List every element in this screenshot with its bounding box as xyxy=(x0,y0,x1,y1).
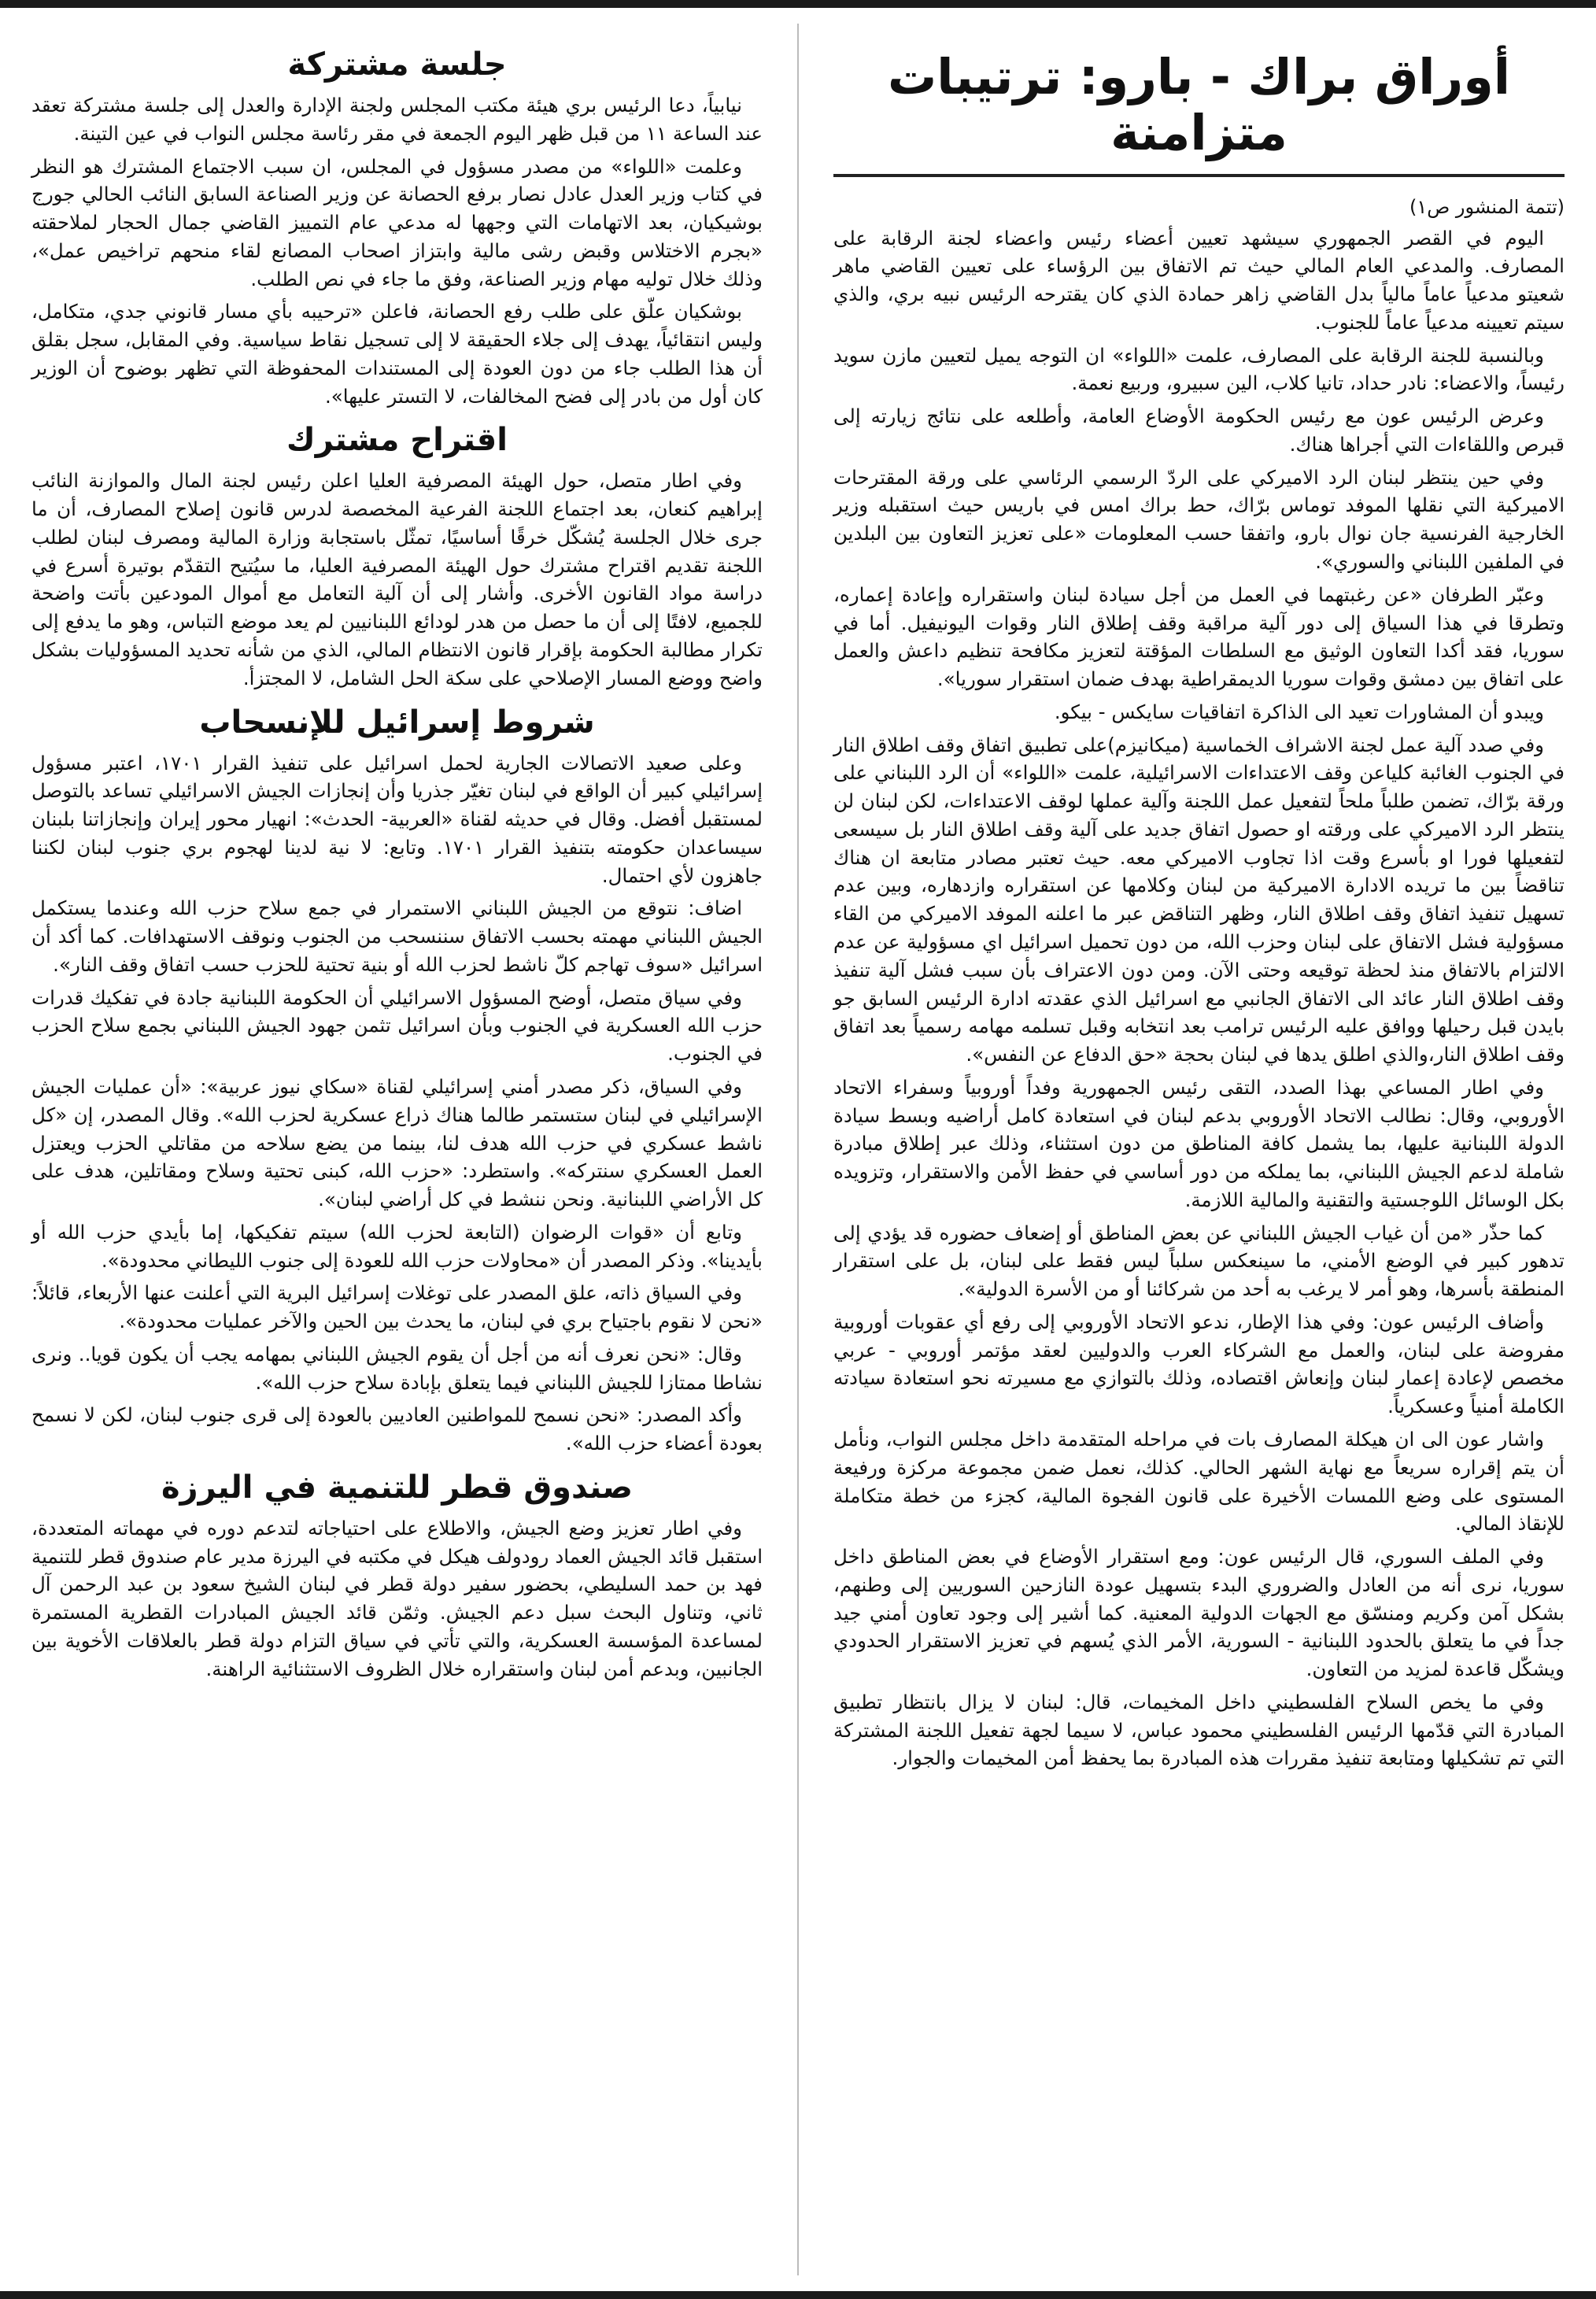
paragraph: وفي اطار متصل، حول الهيئة المصرفية العليا اعلن رئيس لجنة المال والموازنة النائب إبراهيم كنعان، بعد اجتماع اللجنة الفرعية المخصصة لدرس قانون إصلاح المصارف، أن ما جرى خلال الجلسة يُشكّل خرقًا أساسيًا، تمثّل باستجابة وزارة المالية ومصرف لبنان لطلب اللجنة تقديم اقتراح مشترك حول الهيئة المصرفية العليا، ما سيُتيح التقدّم بوتيرة أسرع في دراسة مواد القانون الأخرى. وأشار إلى أن آلية التعامل مع أموال المودعين بأتت واضحة للجميع، لافتًا إلى أن ما حصل من هدر لودائع اللبنانيين لم يعد موضع التباس، وهو ما يدفع إلى تكرار مطالبة الحكومة بإقرار قانون الانتظام المالي، الذي من شأنه تحديد المسؤوليات بشكل واضح ووضع المسار الإصلاحي على سكة الحل الشامل، لا المجتزأ. xyxy=(31,469,763,689)
column-divider xyxy=(797,24,799,2275)
right-column xyxy=(833,24,1565,2275)
paragraph: اضاف: نتوقع من الجيش اللبناني الاستمرار في جمع سلاح حزب الله وعندما يستكمل الجيش اللبناني مهمته بحسب الاتفاق سننسحب من الجنوب ونوقف الاستهدافات. كما أكد أن اسرائيل «سوف تهاجم كلّ ناشط لحزب الله أو بنية تحتية للحزب حسب اتفاق وقف النار». xyxy=(31,896,763,976)
bottom-rule xyxy=(0,2291,1596,2299)
paragraph: وعلمت «اللواء» من مصدر مسؤول في المجلس، ان سبب الاجتماع المشترك هو النظر في كتاب وزير العدل عادل نصار برفع الحصانة عن وزير الصناعة السابق النائب الحالي جورج بوشيكيان، بعد الاتهامات التي وجهها له مدعي عام التمييز القاضي جمال الحجار لملاحقته «بجرم الاختلاس وقبض رشى مالية وابتزاز اصحاب المصانع لقاء منحهم تراخيص عمل»، وذلك خلال توليه مهام وزير الصناعة، وفق ما جاء في نص الطلب. xyxy=(31,154,763,290)
paragraph: وفي ما يخص السلاح الفلسطيني داخل المخيمات، قال: لبنان لا يزال بانتظار تطبيق المبادرة التي قدّمها الرئيس الفلسطيني محمود عباس، لا سيما لجهة تفعيل اللجنة المشتركة التي تم تشكيلها ومتابعة تنفيذ مقررات هذه المبادرة بما يحفظ أمن المخيمات والجوار. xyxy=(833,1690,1565,1770)
continued-note: (تتمة المنشور ص١) xyxy=(1409,195,1565,218)
paragraph: وأكد المصدر: «نحن نسمح للمواطنين العاديين بالعودة إلى قرى جنوب لبنان، لكن لا نسمح بعودة أعضاء حزب الله». xyxy=(31,1403,763,1455)
left-column xyxy=(31,24,763,2275)
headline: أوراق براك - بارو: ترتيبات متزامنة xyxy=(833,49,1565,177)
sections-container xyxy=(31,46,763,1684)
section-title: جلسة مشتركة xyxy=(287,46,507,83)
paragraph: وفي صدد آلية عمل لجنة الاشراف الخماسية (ميكانيزم)على تطبيق اتفاق وقف اطلاق النار في الجنوب الغائبة كلياعن وقف الاعتداءات الاسرائيلية، علمت «اللواء» أن الرد اللبناني على ورقة برّاك، تضمن طلباً ملحاً لتفعيل عمل اللجنة وآلية عملها لوقف الاعتداءات، لكن لبنان لن ينتظر الرد الاميركي على ورقته او حصول اتفاق جديد على آلية وقف اطلاق النار بل سيسعى لتفعيلها فورا او بأسرع وقت اذا تجاوب الاميركي معه. حيث تعتبر مصادر متابعة ان هناك تناقضاً بين ما تريده الادارة الاميركية من لبنان وكلامها عن استقراره وازدهاره، وبين عدم تسهيل تنفيذ اتفاق وقف اطلاق النار، وظهر التناقض عبر ما اعلنه الموفد الاميركي من القاء مسؤولية فشل الاتفاق على لبنان وحزب الله، من دون تحميل اسرائيل اي مسؤولية عن عدم الالتزام بالاتفاق منذ لحظة توقيعه وحتى الآن. ومن دون الاعتراف بأن سبب فشل آلية تنفيذ وقف اطلاق النار عائد الى الاتفاق الجانبي مع اسرائيل الذي عقدته ادارة الرئيس السابق جو بايدن قبل رحيلها ووافق عليه الرئيس ترامب بعد انتخابه وقبل تسلمه مهامه رسمياً بعد اتفاق وقف اطلاق النار،والذي اطلق يدها في لبنان بحجة «حق الدفاع عن النفس». xyxy=(833,733,1565,1066)
section-title: صندوق قطر للتنمية في اليرزة xyxy=(161,1469,634,1506)
paragraph: وقال: «نحن نعرف أنه من أجل أن يقوم الجيش اللبناني بمهامه يجب أن يكون قويا.. ونرى نشاطا ممتازا للجيش اللبناني فيما يتعلق بإبادة سلاح حزب الله». xyxy=(31,1342,763,1394)
section-title: شروط إسرائيل للإنسحاب xyxy=(199,704,595,741)
paragraph: اليوم في القصر الجمهوري سيشهد تعيين أعضاء رئيس واعضاء لجنة الرقابة على المصارف. والمدعي العام المالي حيث تم الاتفاق بين الرؤساء على تعيين القاضي ماهر شعيتو مدعياً عاماً مالياً بدل القاضي زاهر حمادة الذي كان يقترحه الرئيس نبيه بري، والذي سيتم تعيينه مدعياً عاماً للجنوب. xyxy=(833,226,1565,334)
right-column-body xyxy=(833,224,1565,1773)
paragraph: وبالنسبة للجنة الرقابة على المصارف، علمت «اللواء» ان التوجه يميل لتعيين مازن سويد رئيساً، والاعضاء: نادر حداد، تانيا كلاب، الين سبيرو، وربيع نعمة. xyxy=(833,343,1565,395)
section-title: اقتراح مشترك xyxy=(286,422,508,459)
paragraph: وفي السياق، ذكر مصدر أمني إسرائيلي لقناة «سكاي نيوز عربية»: «أن عمليات الجيش الإسرائيلي في لبنان ستستمر طالما هناك ذراع عسكرية لحزب الله». وقال المصدر، إن «كل ناشط عسكري في حزب الله هدف لنا، بينما من يضع سلاحه من مقاتلي الحزب ويعتزل العمل العسكري سنتركه». واستطرد: «حزب الله، كبنى تحتية وسلاح ومقاتلين، هدف على كل الأراضي اللبنانية. ونحن ننشط في كل أراضي لبنان». xyxy=(31,1074,763,1211)
paragraph: وعبّر الطرفان «عن رغبتهما في العمل من أجل سيادة لبنان واستقراره وإعادة إعماره، وتطرقا في هذا السياق إلى دور آلية مراقبة وقف إطلاق النار وقوات اليونيفيل. أما في سوريا، فقد أكدا التعاون الوثيق مع السلطات المؤقتة لتعزيز مكافحة تنظيم داعش والعمل على اتفاق بين دمشق وقوات سوريا الديمقراطية بهدف ضمان استقرار سوريا». xyxy=(833,582,1565,691)
paragraph: وفي اطار المساعي بهذا الصدد، التقى رئيس الجمهورية وفداً أوروبياً وسفراء الاتحاد الأوروبي، وقال: نطالب الاتحاد الأوروبي بدعم لبنان في استعادة كامل أراضيه وبسط سيادة الدولة اللبنانية عليها، بما يشمل كافة المناطق من دون استثناء، وذلك عبر إطلاق مبادرة شاملة لدعم الجيش اللبناني، بما يملكه من دور أساسي في حفظ الأمن والاستقرار، وتزويده بكل الوسائل اللوجستية والتقنية والمالية اللازمة. xyxy=(833,1075,1565,1211)
paragraph: كما حذّر «من أن غياب الجيش اللبناني عن بعض المناطق أو إضعاف حضوره قد يؤدي إلى تدهور كبير في الوضع الأمني، ما سينعكس سلباً ليس فقط على لبنان، بل على استقرار المنطقة بأسرها، وهو أمر لا يرغب به أحد من شركائنا أو من الأسرة الدولية». xyxy=(833,1221,1565,1301)
paragraph: وفي اطار تعزيز وضع الجيش، والاطلاع على احتياجاته لتدعم دوره في مهماته المتعددة، استقبل قائد الجيش العماد رودولف هيكل في مكتبه في اليرزة مدير عام صندوق قطر للتنمية فهد بن حمد السليطي، بحضور سفير دولة قطر في لبنان الشيخ سعود بن عبد الرحمن آل ثاني، وتناول البحث سبل دعم الجيش. وثمّن قائد الجيش المبادرات القطرية المستمرة لمساعدة المؤسسة العسكرية، والتي تأتي في سياق التزام دولة قطر بالعلاقات الأخوية بين الجانبين، وبدعم أمن لبنان واستقراره خلال الظروف الاستثنائية الراهنة. xyxy=(31,1516,763,1680)
paragraph: وتابع أن «قوات الرضوان (التابعة لحزب الله) سيتم تفكيكها، إما بأيدي حزب الله أو بأيدينا». وذكر المصدر أن «محاولات حزب الله للعودة إلى جنوب الليطاني محدودة». xyxy=(31,1220,763,1272)
paragraph: وأضاف الرئيس عون: وفي هذا الإطار، ندعو الاتحاد الأوروبي إلى رفع أي عقوبات أوروبية مفروضة على لبنان، والعمل مع الشركاء العرب والدوليين لعقد مؤتمر أوروبي - عربي مخصص لإعادة إعمار لبنان وإنعاش اقتصاده، وذلك بالتوازي مع مسيرته نحو استعادة سيادته الكاملة أمنياً وعسكرياً. xyxy=(833,1310,1565,1418)
paragraph: وفي حين ينتظر لبنان الرد الاميركي على الردّ الرسمي الرئاسي على ورقة المقترحات الاميركية التي نقلها الموفد توماس برّاك، حط براك امس في باريس حيث استقبله وزير الخارجية الفرنسية جان نوال بارو، واتفقا حسب المعلومات «على تعزيز التعاون بين البلدين في الملفين اللبناني والسوري». xyxy=(833,465,1565,574)
paragraph: بوشكيان علّق على طلب رفع الحصانة، فاعلن «ترحيبه بأي مسار قانوني جدي، متكامل، وليس انتقائياً، يهدف إلى جلاء الحقيقة لا إلى تسجيل نقاط سياسية. وفي المقابل، سجل بقلق أن هذا الطلب جاء من دون العودة إلى المستندات المحفوظة التي تظهر بوضوح أن الوزير كان أول من بادر إلى فضح المخالفات، لا التستر عليها». xyxy=(31,300,763,408)
paragraph: وفي الملف السوري، قال الرئيس عون: ومع استقرار الأوضاع في بعض المناطق داخل سوريا، نرى أنه من العادل والضروري البدء بتسهيل عودة النازحين السوريين إلى وطنهم، بشكل آمن وكريم ومنسّق مع الجهات الدولية المعنية. كما أشير إلى وجود تعاون أمني جيد جداً في ما يتعلق بالحدود اللبنانية - السورية، الأمر الذي يُسهم في تعزيز الاستقرار الحدودي ويشكّل قاعدة لمزيد من التعاون. xyxy=(833,1545,1565,1681)
paragraph: وعرض الرئيس عون مع رئيس الحكومة الأوضاع العامة، وأطلعه على نتائج زيارته إلى قبرص واللقاءات التي أجراها هناك. xyxy=(833,405,1565,456)
paragraph: ويبدو أن المشاورات تعيد الى الذاكرة اتفاقيات سايكس - بيكو. xyxy=(1054,700,1544,723)
paragraph: وفي السياق ذاته، علق المصدر على توغلات إسرائيل البرية التي أعلنت عنها الأربعاء، قائلاً: «نحن لا نقوم باجتياح بري في لبنان، ما يحدث بين الحين والآخر عمليات محدودة». xyxy=(31,1281,763,1333)
top-rule xyxy=(0,0,1596,8)
paragraph: نيابياً، دعا الرئيس بري هيئة مكتب المجلس ولجنة الإدارة والعدل إلى جلسة مشتركة تعقد عند الساعة ١١ من قبل ظهر اليوم الجمعة في مقر رئاسة مجلس النواب في عين التينة. xyxy=(31,94,763,145)
article-columns xyxy=(31,24,1565,2275)
paragraph: وعلى صعيد الاتصالات الجارية لحمل اسرائيل على تنفيذ القرار ١٧٠١، اعتبر مسؤول إسرائيلي كبير أن الواقع في لبنان تغيّر جذريا وأن إنجازات الجيش الاسرائيلي تساعد بالتوصل لمستقبل أفضل. وقال في حديثه لقناة «العربية- الحدث»: انهيار محور إيران وإنجازاتنا بلبنان سيساعدان حكومته بتنفيذ القرار ١٧٠١. وتابع: لا نية لدينا لهجوم بري جنوب لبنان لكننا جاهزون لأي احتمال. xyxy=(31,751,763,887)
paragraph: وفي سياق متصل، أوضح المسؤول الاسرائيلي أن الحكومة اللبنانية جادة في تفكيك قدرات حزب الله العسكرية في الجنوب وبأن اسرائيل تثمن جهود الجيش اللبناني بجمع سلاح الحزب في الجنوب. xyxy=(31,985,763,1066)
paragraph: واشار عون الى ان هيكلة المصارف بات في مراحله المتقدمة داخل مجلس النواب، ونأمل أن يتم إقراره سريعاً مع نهاية الشهر الحالي. كذلك، نعمل ضمن مجموعة مركزة ورفيعة المستوى على وضع اللمسات الأخيرة على قانون الفجوة المالية، كجزء من خطة متكاملة للإنقاذ المالي. xyxy=(833,1427,1565,1536)
